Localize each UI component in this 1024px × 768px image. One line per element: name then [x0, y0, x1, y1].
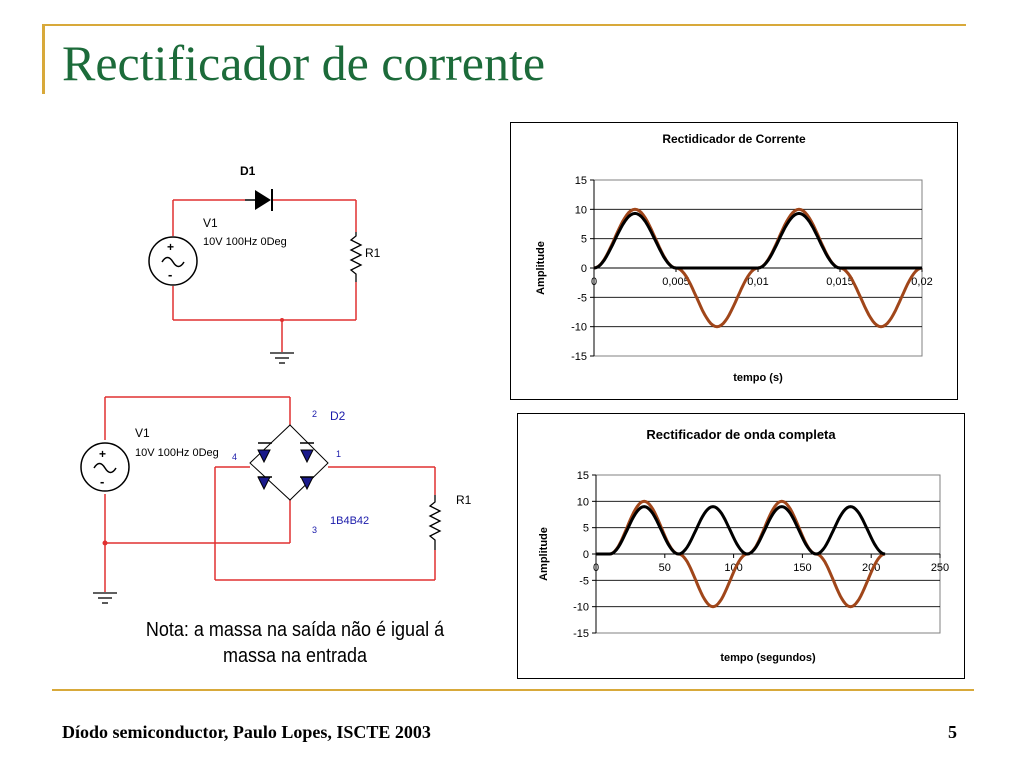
x-tick-label: 200: [862, 562, 881, 574]
chart-title: Rectidicador de Corrente: [662, 132, 806, 146]
y-tick-label: 10: [574, 204, 587, 217]
y-axis-label: Amplitude: [535, 241, 547, 295]
chart-title: Rectificador de onda completa: [646, 427, 836, 442]
chart-full-wave: [518, 414, 964, 678]
y-tick-label: 15: [574, 175, 587, 187]
x-tick-label: 0,02: [911, 276, 933, 288]
x-axis-label: tempo (s): [733, 372, 783, 384]
y-tick-label: 5: [582, 522, 589, 535]
half-wave-circuit: [173, 200, 356, 352]
x-tick-label: 50: [658, 562, 671, 574]
pin-4-label: 4: [232, 452, 238, 462]
chart-full-wave-frame: [517, 413, 965, 679]
diode-label: D1: [240, 164, 256, 178]
footer-text: Díodo semiconductor, Paulo Lopes, ISCTE 2003: [62, 722, 431, 742]
x-tick-label: 100: [724, 562, 743, 574]
y-tick-label: -5: [577, 292, 587, 305]
resistor-icon: [430, 495, 440, 550]
x-tick-label: 0,005: [662, 276, 690, 288]
y-tick-label: 0: [582, 549, 589, 561]
bridge-part-label: 1B4B42: [330, 515, 370, 527]
slide-title: Rectificador de corrente: [62, 35, 546, 91]
resistor-icon: [351, 232, 361, 282]
y-tick-label: 10: [576, 496, 589, 509]
x-tick-label: 0: [592, 562, 600, 574]
source-plus: +: [99, 447, 107, 461]
ground-icon: [270, 353, 294, 363]
y-tick-label: 0: [580, 263, 587, 275]
y-tick-label: -15: [573, 628, 589, 640]
source-spec: 10V 100Hz 0Deg: [135, 447, 219, 459]
pin-3-label: 3: [312, 525, 318, 535]
bridge-rectifier-icon: [250, 425, 328, 500]
y-tick-label: -5: [579, 575, 589, 588]
x-axis-label: tempo (segundos): [720, 652, 816, 664]
x-tick-label: 0: [590, 276, 598, 288]
x-tick-label: 250: [930, 562, 950, 574]
y-tick-label: -15: [571, 351, 587, 363]
source-label: V1: [203, 216, 218, 230]
y-tick-label: 15: [576, 470, 589, 482]
y-tick-label: -10: [571, 321, 587, 334]
ground-icon: [93, 593, 117, 603]
source-plus: +: [167, 240, 175, 254]
x-tick-label: 150: [793, 562, 812, 574]
note-text: Nota: a massa na saída não é igual á massa na entrada: [145, 619, 445, 667]
page-number: 5: [948, 722, 957, 742]
pin-1-label: 1: [336, 449, 342, 459]
chart-half-wave-frame: [510, 122, 958, 400]
bridge-label: D2: [330, 409, 346, 423]
y-tick-label: 5: [580, 233, 587, 246]
y-axis-label: Amplitude: [538, 527, 550, 581]
footer-divider: [52, 689, 974, 691]
bridge-circuit: [105, 397, 435, 592]
x-tick-label: 0,015: [826, 276, 854, 288]
source-spec: 10V 100Hz 0Deg: [203, 236, 287, 248]
resistor-label: R1: [365, 246, 381, 260]
resistor-label: R1: [456, 493, 472, 507]
diode-d1: [245, 189, 272, 211]
junction-dot: [103, 541, 108, 546]
y-tick-label: -10: [573, 601, 589, 614]
x-tick-label: 0,01: [747, 276, 769, 288]
junction-dot: [280, 318, 284, 322]
pin-2-label: 2: [312, 409, 318, 419]
source-minus: -: [168, 267, 173, 282]
chart-half-wave: [511, 123, 957, 399]
source-minus: -: [100, 474, 105, 489]
source-label: V1: [135, 426, 150, 440]
